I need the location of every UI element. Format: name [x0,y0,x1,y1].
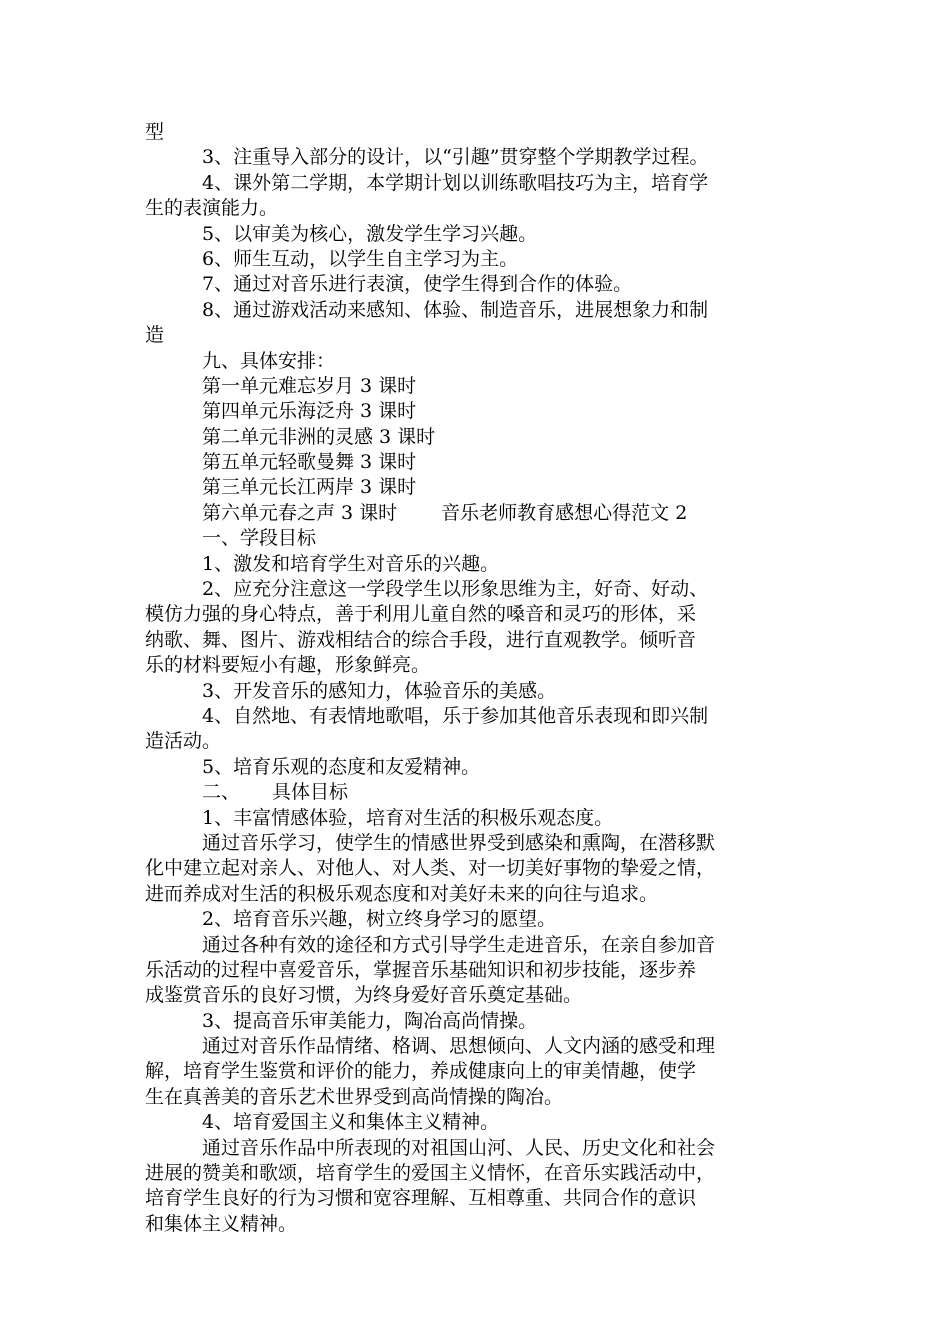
text-line: 通过音乐学习，使学生的情感世界受到感染和熏陶，在潜移默 [202,831,716,854]
text-line: 解，培育学生鉴赏和评价的能力，养成健康向上的审美情趣，使学 [145,1060,697,1083]
text-line: 4、自然地、有表情地歌唱，乐于参加其他音乐表现和即兴制 [202,704,709,727]
text-line: 5、以审美为核心，激发学生学习兴趣。 [202,222,538,245]
section-title: 具体目标 [272,781,349,804]
text-line: 7、通过对音乐进行表演，使学生得到合作的体验。 [202,273,633,296]
text-line: 培育学生良好的行为习惯和宽容理解、互相尊重、共同合作的意识 [145,1187,697,1210]
text-line: 3、注重导入部分的设计，以“引趣”贯穿整个学期教学过程。 [202,146,709,169]
section-number: 二、 [202,781,241,804]
text-line: 第一单元难忘岁月 3 课时 [202,374,417,397]
text-line: 3、提高音乐审美能力，陶冶高尚情操。 [202,1009,538,1032]
text-line: 1、丰富情感体验，培育对生活的积极乐观态度。 [202,806,614,829]
split-line [145,501,811,526]
text-line: 第五单元轻歌曼舞 3 课时 [202,451,417,474]
split-line-left: 第六单元春之声 3 课时 [202,501,398,524]
text-line: 2、应充分注意这一学段学生以形象思维为主，好奇、好动、 [202,578,709,601]
text-line: 九、具体安排： [202,349,336,372]
text-line: 4、培育爱国主义和集体主义精神。 [202,1111,500,1134]
document-title: 音乐老师教育感想心得范文 2 [441,501,688,524]
text-line: 成鉴赏音乐的良好习惯，为终身爱好音乐奠定基础。 [145,984,583,1007]
text-line: 通过对音乐作品情绪、格调、思想倾向、人文内涵的感受和理 [202,1035,716,1058]
text-line: 1、激发和培育学生对音乐的兴趣。 [202,552,500,575]
document-body [145,120,811,1237]
text-line: 进展的赞美和歌颂，培育学生的爱国主义情怀，在音乐实践活动中， [145,1162,716,1185]
text-line: 4、课外第二学期，本学期计划以训练歌唱技巧为主，培育学 [202,171,709,194]
text-line: 第三单元长江两岸 3 课时 [202,476,417,499]
text-line: 5、培育乐观的态度和友爱精神。 [202,755,481,778]
text-line: 模仿力强的身心特点，善于利用儿童自然的嗓音和灵巧的形体，采 [145,603,697,626]
text-line: 8、通过游戏活动来感知、体验、制造音乐，进展想象力和制 [202,298,709,321]
text-line: 3、开发音乐的感知力，体验音乐的美感。 [202,679,557,702]
text-line: 进而养成对生活的积极乐观态度和对美好未来的向往与追求。 [145,882,659,905]
paragraph-block-3 [145,806,811,1238]
text-line: 乐活动的过程中喜爱音乐，掌握音乐基础知识和初步技能，逐步养 [145,958,697,981]
text-line: 乐的材料要短小有趣，形象鲜亮。 [145,654,431,677]
text-line: 第四单元乐海泛舟 3 课时 [202,400,417,423]
text-line: 一、学段目标 [202,527,317,550]
text-line: 生在真善美的音乐艺术世界受到高尚情操的陶冶。 [145,1085,564,1108]
text-line: 通过音乐作品中所表现的对祖国山河、人民、历史文化和社会 [202,1136,716,1159]
text-line: 化中建立起对亲人、对他人、对人类、对一切美好事物的挚爱之情， [145,857,716,880]
section-heading [145,780,811,805]
text-line: 和集体主义精神。 [145,1212,298,1235]
text-line: 第二单元非洲的灵感 3 课时 [202,425,436,448]
text-line: 生的表演能力。 [145,197,279,220]
text-line: 造活动。 [145,730,222,753]
text-line: 型 [145,121,165,143]
text-line: 2、培育音乐兴趣，树立终身学习的愿望。 [202,908,557,931]
text-line: 6、师生互动，以学生自主学习为主。 [202,247,519,270]
text-line: 造 [145,324,165,347]
text-line: 纳歌、舞、图片、游戏相结合的综合手段，进行直观教学。倾听音 [145,628,697,651]
paragraph-block-1 [145,120,811,501]
paragraph-block-2 [145,526,811,780]
text-line: 通过各种有效的途径和方式引导学生走进音乐，在亲自参加音 [202,933,716,956]
